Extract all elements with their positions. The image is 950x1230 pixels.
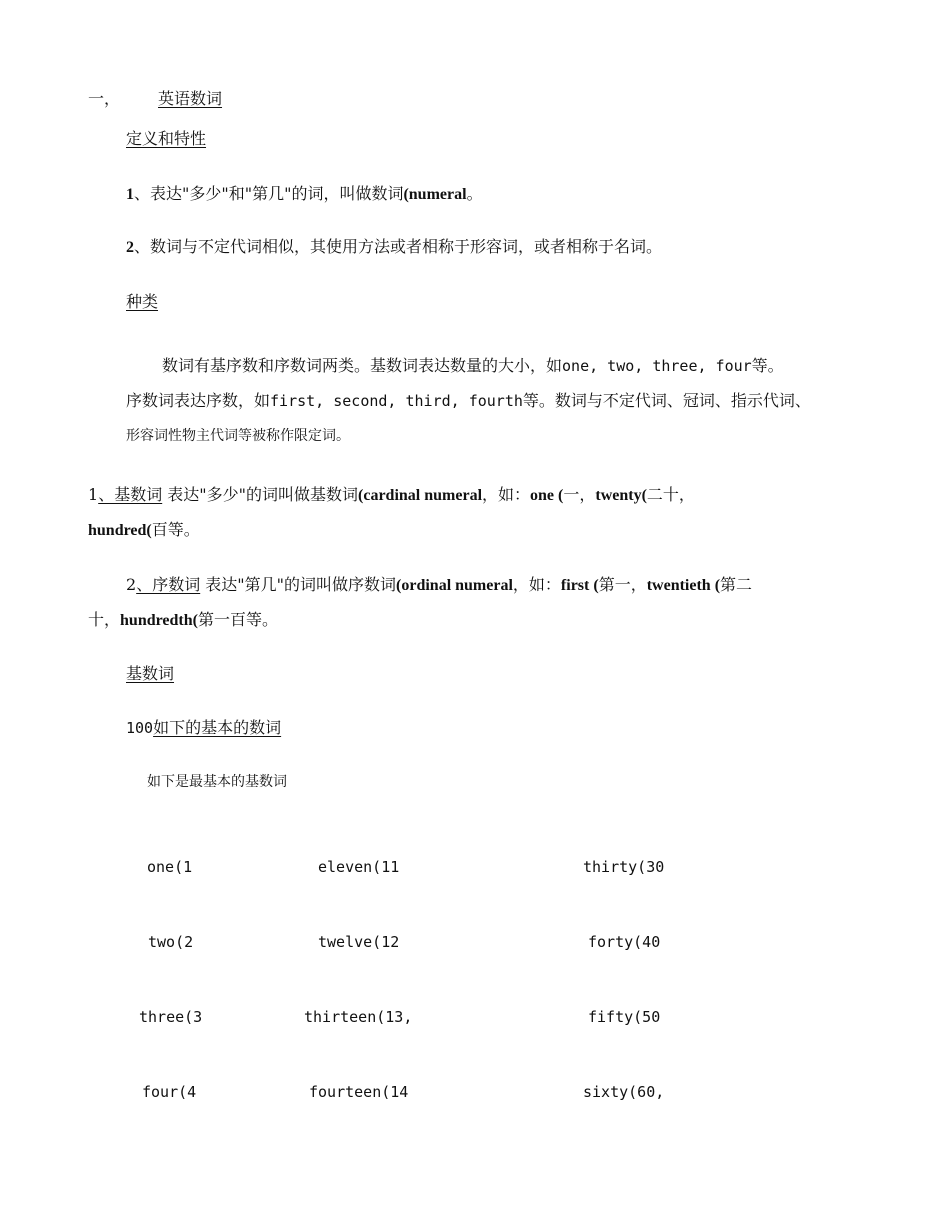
table-cell: fourteen(14: [309, 1083, 409, 1101]
cardinal-definition-line-2: hundred(百等。: [88, 520, 200, 539]
table-cell: one(1: [147, 858, 193, 876]
table-cell: fifty(50: [588, 1008, 661, 1026]
kinds-heading: 种类: [126, 292, 159, 311]
section-title-text: 英语数词: [158, 89, 223, 108]
table-cell: twelve(12: [318, 933, 400, 951]
section-title: [88, 89, 222, 109]
kinds-paragraph-line-2: 序数词表达序数，如first, second, third, fourth等。数词与不定代词、冠词、指示代词、: [126, 391, 811, 410]
section-number: 一，: [88, 89, 121, 108]
kinds-paragraph-line-3: 形容词性物主代词等被称作限定词。: [126, 428, 350, 444]
table-cell: forty(40: [588, 933, 661, 951]
definition-item-2: 2、数词与不定代词相似，其使用方法或者相称于形容词，或者相称于名词。: [126, 237, 663, 256]
kinds-paragraph-line-1: 数词有基序数和序数词两类。基数词表达数量的大小，如one, two, three, four等。: [162, 356, 784, 375]
cardinal-subheading: 100如下的基本的数词: [126, 718, 282, 737]
table-cell: thirty(30: [583, 858, 665, 876]
cardinal-intro: 如下是最基本的基数词: [147, 774, 287, 790]
table-cell: eleven(11: [318, 858, 400, 876]
table-cell: four(4: [142, 1083, 197, 1101]
definition-item-1: 1、表达"多少"和"第几"的词，叫做数词(numeral。: [126, 184, 483, 203]
table-cell: three(3: [139, 1008, 203, 1026]
ordinal-definition-line-1: 2、序数词 表达"第几"的词叫做序数词(ordinal numeral，如：first (第一，twentieth (第二: [126, 575, 753, 594]
definition-heading: 定义和特性: [126, 129, 207, 148]
table-cell: thirteen(13,: [304, 1008, 413, 1026]
table-cell: two(2: [148, 933, 194, 951]
cardinal-section-heading: 基数词: [126, 664, 175, 683]
ordinal-definition-line-2: 十，hundredth(第一百等。: [88, 610, 278, 629]
table-cell: sixty(60,: [583, 1083, 665, 1101]
cardinal-definition-line-1: 1、基数词 表达"多少"的词叫做基数词(cardinal numeral，如：one (一，twenty(二十，: [88, 485, 695, 504]
